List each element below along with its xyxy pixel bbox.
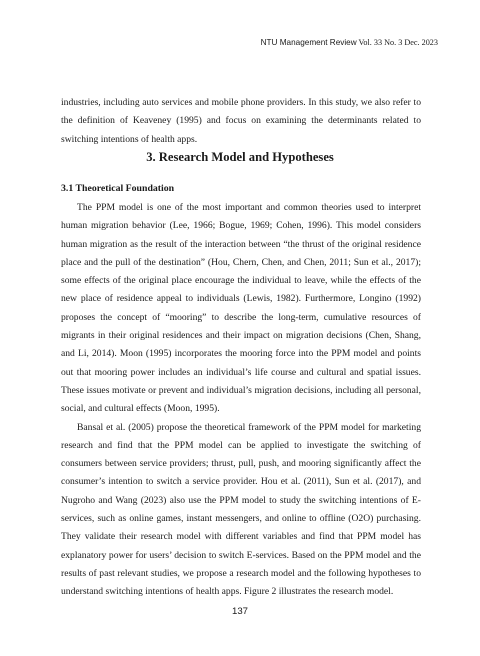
intro-block [61,94,421,149]
subsection-title: 3.1 Theoretical Foundation [61,183,175,194]
body-paragraph-2: Bansal et al. (2005) propose the theoretical framework of the PPM model for marketing research and find that the PPM model can be applied to investigate the switching of consumers between service providers; thrust, pull, push, and mooring significantly affect the consumer’s intention to switch a service provider. Hou et al. (2011), Sun et al. (2017), and Nugroho and Wang (2023) also use the PPM model to study the switching intentions of E-services, such as online games, instant messengers, and online to offline (O2O) purchasing. They validate their research model with different variables and find that PPM model has explanatory power for users’ decision to switch E-services. Based on the PPM model and the results of past relevant studies, we propose a research model and the following hypotheses to understand switching intentions of health apps. Figure 2 illustrates the research model. [61,421,421,598]
intro-paragraph: industries, including auto services and mobile phone providers. In this study, we also refer to the definition of Keaveney (1995) and focus on examining the determinants related to switching intentions of health apps. [61,97,421,145]
body-text [61,199,421,602]
page-number: 137 [231,606,248,617]
journal-name: NTU Management Review [260,38,357,47]
issue-info: Vol. 33 No. 3 Dec. 2023 [358,38,438,47]
running-header [261,38,438,47]
body-paragraph-1: The PPM model is one of the most important and common theories used to interpret human migration behavior (Lee, 1966; Bogue, 1969; Cohen, 1996). This model considers human migration as the result of the interaction between “the thrust of the original residence place and the pull of the destination” (Hou, Chern, Chen, and Chen, 2011; Sun et al., 2017); some effects of the original place encourage the individual to leave, while the effects of the new place of residence appeal to individuals (Lewis, 1982). Furthermore, Longino (1992) proposes the concept of “mooring” to describe the long-term, cumulative resources of migrants in their original residences and their impact on migration decisions (Chen, Shang, and Li, 2014). Moon (1995) incorporates the mooring force into the PPM model and points out that mooring power includes an individual’s life course and cultural and spatial issues. These issues motivate or prevent and individual’s migration decisions, including all personal, social, and cultural effects (Moon, 1995). [61,202,421,415]
section-title: 3. Research Model and Hypotheses [146,150,334,164]
